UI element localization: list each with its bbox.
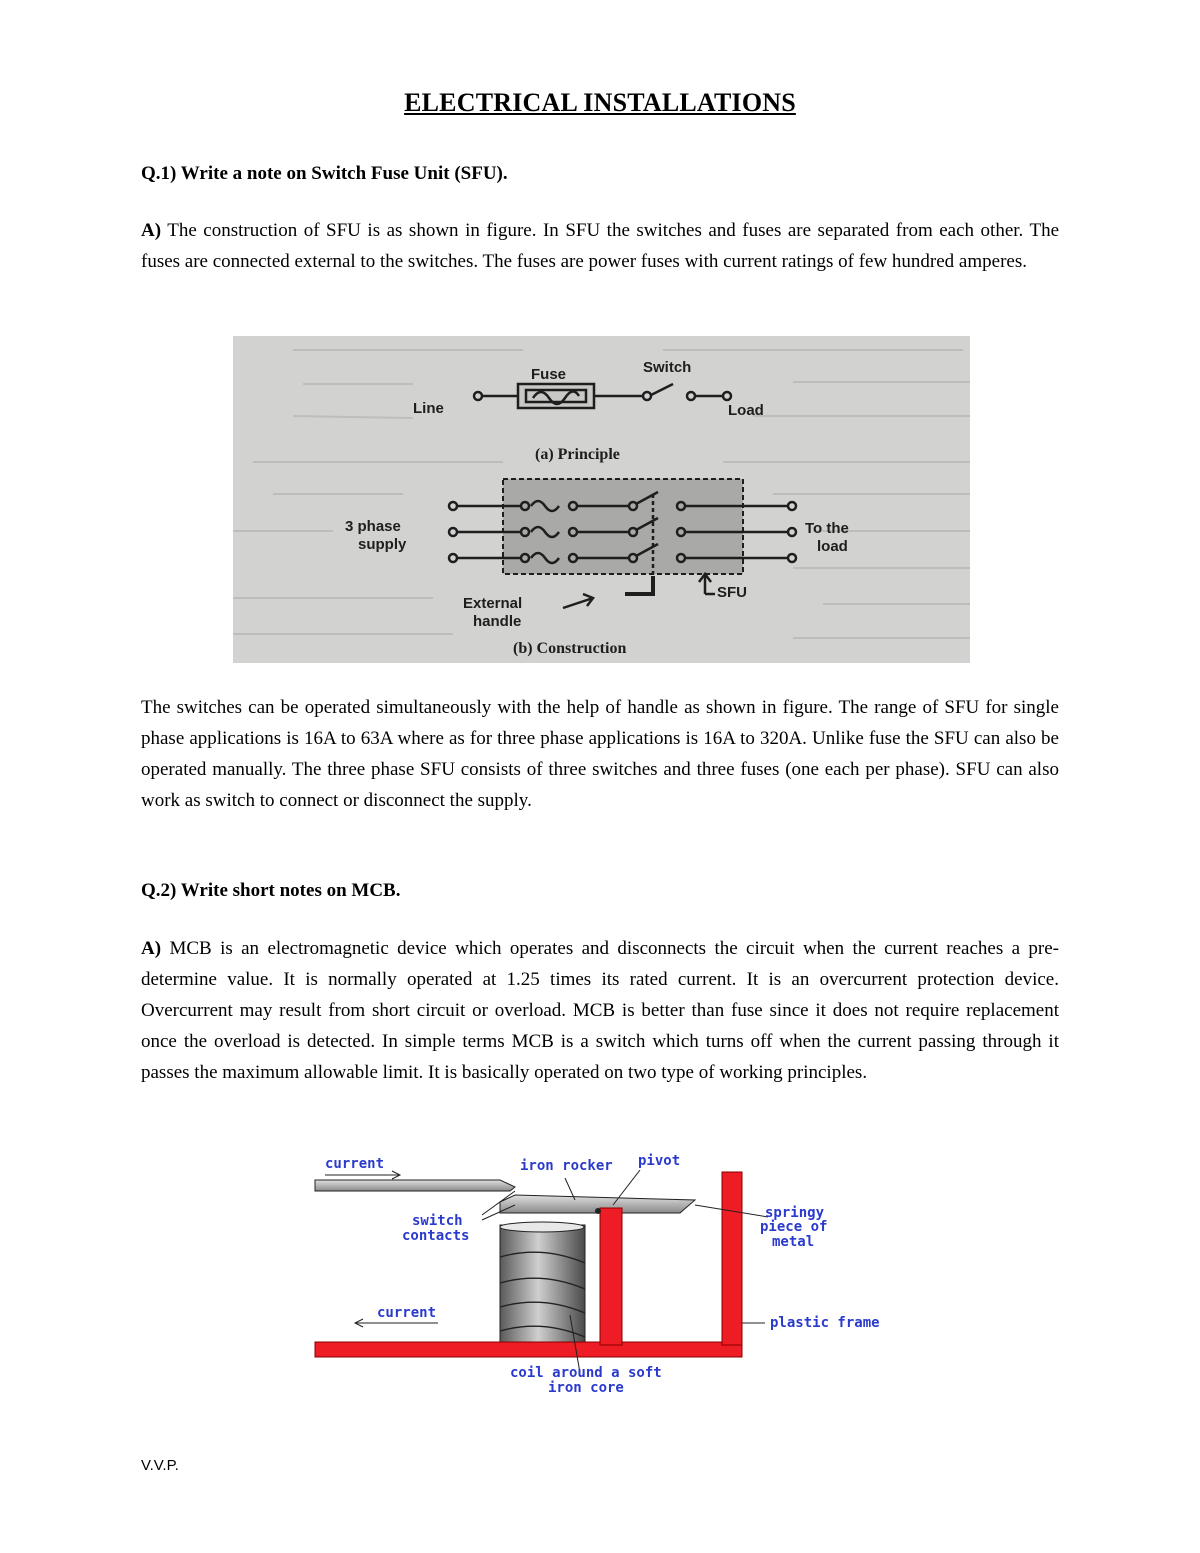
coil bbox=[500, 1225, 585, 1342]
label-iron-rocker: iron rocker bbox=[520, 1158, 613, 1174]
footer-initials: V.V.P. bbox=[141, 1457, 179, 1474]
plastic-frame-base bbox=[315, 1342, 742, 1357]
label-plastic-frame: plastic frame bbox=[770, 1315, 880, 1331]
label-coil: coil around a soft bbox=[510, 1365, 662, 1381]
answer-1-text: The construction of SFU is as shown in figure. In SFU the switches and fuses are separated from each other. The fuses are connected external to the switches. The fuses are power fuses with current ratings of few hundred amperes. bbox=[141, 220, 1059, 272]
caption-principle: (a) Principle bbox=[535, 446, 620, 463]
sfu-paragraph-2: The switches can be operated simultaneously with the help of handle as shown in figure. The range of SFU for single phase applications is 16A to 63A where as for three phase applications is 16A to 320A. Unlike fuse the SFU can also be operated manually. The three phase SFU consists of three switches and three fuses (one each per phase). SFU can also work as switch to connect or disconnect the supply. bbox=[141, 697, 1059, 811]
answer-2-label: A) bbox=[141, 938, 162, 959]
label-iron-core: iron core bbox=[548, 1380, 624, 1396]
frame-upright bbox=[722, 1172, 742, 1345]
answer-2 bbox=[141, 933, 1059, 1088]
label-to-the: To the bbox=[805, 520, 849, 537]
answer-2-text: MCB is an electromagnetic device which operates and disconnects the circuit when the current reaches a pre-determine value. It is normally operated at 1.25 times its rated current. It is an overcurrent protection device. Overcurrent may result from short circuit or overload. MCB is better than fuse since it does not require replacement once the overload is detected. In simple terms MCB is a switch which turns off when the current passing through it passes the maximum allowable limit. It is basically operated on two type of working principles. bbox=[141, 938, 1059, 1083]
label-3-phase: 3 phase bbox=[345, 518, 401, 535]
answer-1-label: A) bbox=[141, 220, 162, 241]
label-handle: handle bbox=[473, 613, 522, 630]
label-current-bottom: current bbox=[377, 1305, 437, 1321]
pivot-post bbox=[600, 1208, 622, 1345]
label-sfu: SFU bbox=[717, 584, 747, 601]
label-pivot: pivot bbox=[638, 1153, 681, 1169]
label-current-top: current bbox=[325, 1156, 385, 1172]
label-springy: springy bbox=[765, 1205, 825, 1221]
answer-1 bbox=[141, 215, 1059, 277]
caption-construction: (b) Construction bbox=[513, 640, 627, 657]
document-title: ELECTRICAL INSTALLATIONS bbox=[404, 88, 796, 117]
fixed-contact-bar bbox=[315, 1180, 515, 1191]
label-fuse: Fuse bbox=[531, 366, 567, 383]
label-external: External bbox=[463, 595, 523, 612]
mcb-diagram bbox=[310, 1145, 900, 1405]
sfu-diagram bbox=[233, 336, 970, 663]
label-supply: supply bbox=[358, 536, 407, 553]
label-piece-of: piece of bbox=[760, 1219, 828, 1235]
label-switch: Switch bbox=[643, 359, 692, 376]
question-1: Q.1) Write a note on Switch Fuse Unit (SFU). bbox=[141, 163, 508, 184]
question-2: Q.2) Write short notes on MCB. bbox=[141, 880, 401, 901]
label-line: Line bbox=[413, 400, 444, 417]
label-load-b: load bbox=[817, 538, 848, 555]
label-contacts: contacts bbox=[402, 1228, 470, 1244]
sfu-figure bbox=[233, 336, 970, 663]
label-metal: metal bbox=[772, 1234, 815, 1250]
label-switch: switch bbox=[412, 1213, 463, 1229]
label-load: Load bbox=[728, 402, 764, 419]
